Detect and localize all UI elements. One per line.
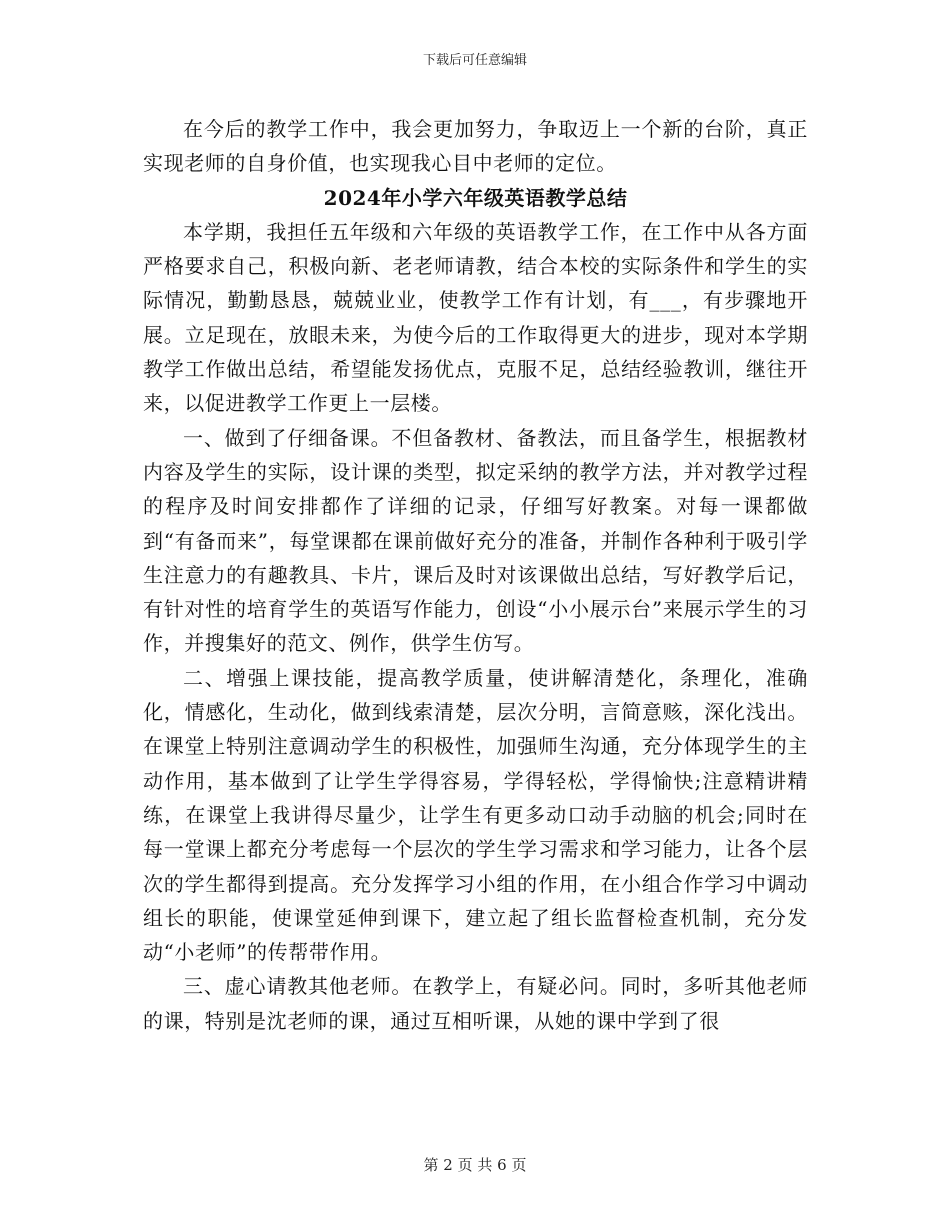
paragraph-summary-intro: 本学期，我担任五年级和六年级的英语教学工作，在工作中从各方面严格要求自己，积极向新、老老师请教，结合本校的实际条件和学生的实际情况，勤勤恳恳，兢兢业业，使教学工作有计划，有___，有步骤地开展。立足现在，放眼未来，为使今后的工作取得更大的进步，现对本学期教学工作做出总结，希望能发扬优点，克服不足，总结经验教训，继往开来，以促进教学工作更上一层楼。 (143, 219, 808, 416)
page-number-footer: 第 2 页 共 6 页 (423, 1156, 527, 1174)
paragraph-consult-teachers: 三、虚心请教其他老师。在教学上，有疑必问。同时，多听其他老师的课，特别是沈老师的课，通过互相听课，从她的课中学到了很 (143, 974, 808, 1033)
page-header: 下载后可任意编辑 (422, 53, 527, 68)
document-body (143, 112, 808, 1038)
paragraph-lesson-preparation: 一、做到了仔细备课。不但备教材、备教法，而且备学生，根据教材内容及学生的实际，设计课的类型，拟定采纳的教学方法，并对教学过程的程序及时间安排都作了详细的记录，仔细写好教案。对每一课都做到“有备而来”，每堂课都在课前做好充分的准备，并制作各种利于吸引学生注意力的有趣教具、卡片，课后及时对该课做出总结，写好教学后记，有针对性的培育学生的英语写作能力，创设“小小展示台”来展示学生的习作，并搜集好的范文、例作，供学生仿写。 (143, 425, 808, 656)
paragraph-teaching-skills: 二、增强上课技能，提高教学质量，使讲解清楚化，条理化，准确化，情感化，生动化，做到线索清楚，层次分明，言简意赅，深化浅出。在课堂上特别注意调动学生的积极性，加强师生沟通，充分体现学生的主动作用，基本做到了让学生学得容易，学得轻松，学得愉快;注意精讲精练，在课堂上我讲得尽量少，让学生有更多动口动手动脑的机会;同时在每一堂课上都充分考虑每一个层次的学生学习需求和学习能力，让各个层次的学生都得到提高。充分发挥学习小组的作用，在小组合作学习中调动组长的职能，使课堂延伸到课下，建立起了组长监督检查机制，充分发动“小老师”的传帮带作用。 (143, 665, 808, 965)
intro-paragraph: 在今后的教学工作中，我会更加努力，争取迈上一个新的台阶，真正实现老师的自身价值，也实现我心目中老师的定位。 (143, 117, 808, 176)
document-title: 2024年小学六年级英语教学总结 (323, 185, 628, 210)
